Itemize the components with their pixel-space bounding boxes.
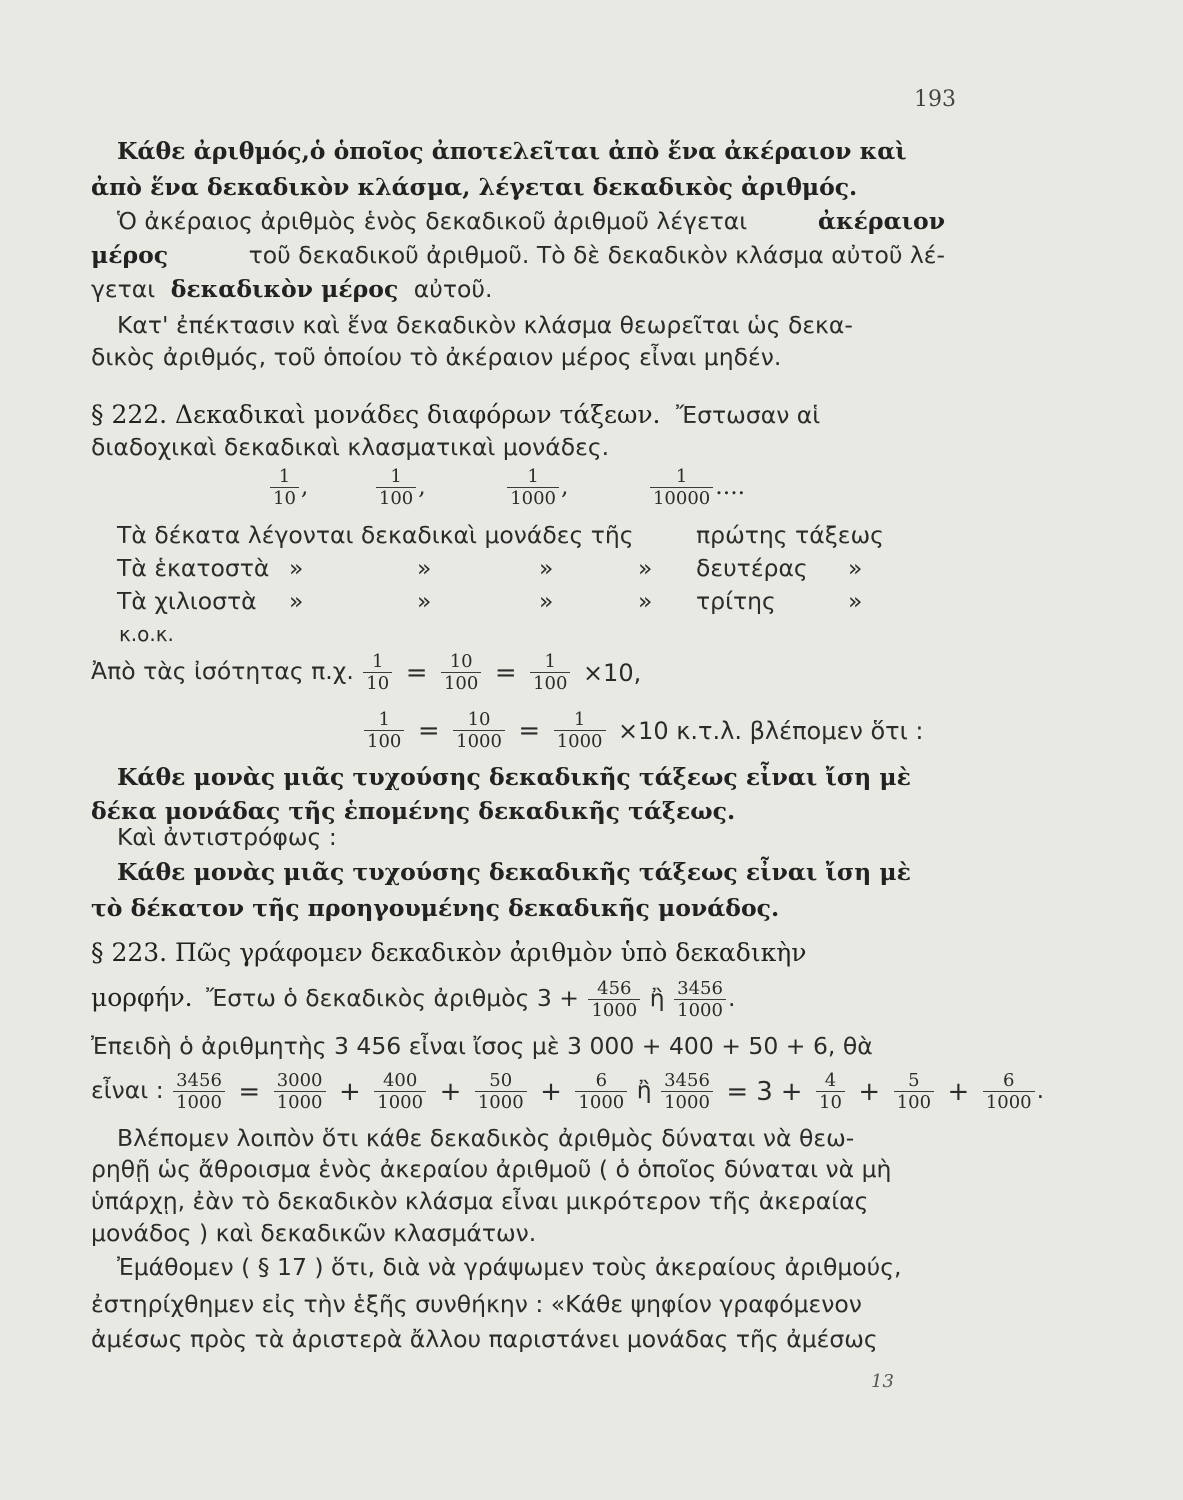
unit-fraction: $\frac{1}{10000}$ [650, 466, 713, 509]
body-line-5 [91, 274, 492, 304]
para1-line-3: ὑπάρχῃ, ἐὰν τὸ δεκαδικὸν κλάσμα εἶναι μικρότερον τῆς ἀκεραίας [91, 1187, 869, 1215]
fraction: $\frac{6}{1000}$ [983, 1070, 1035, 1113]
fraction: $\frac{3456}{1000}$ [661, 1070, 713, 1113]
fraction: $\frac{3456}{1000}$ [173, 1070, 225, 1113]
order-name: τρίτης [696, 587, 776, 615]
body-line-7: δικὸς ἀριθμός, τοῦ ὁποίου τὸ ἀκέραιον μέρος εἶναι μηδέν. [91, 343, 782, 371]
comma: , [300, 472, 309, 500]
para2-line-1: Ἐμάθομεν ( § 17 ) ὅτι, διὰ νὰ γράψωμεν τοὺς ἀκεραίους ἀριθμούς, [117, 1253, 902, 1281]
text: γεται [91, 275, 156, 303]
para1-line-2: ρηθῇ ὡς ἄθροισμα ἑνὸς ἀκεραίου ἀριθμοῦ ( ὁ ὁποῖος δύναται νὰ μὴ [91, 1155, 892, 1183]
section-223-heading: § 223. Πῶς γράφομεν δεκαδικὸν ἀριθμὸν ὑπὸ δεκαδικὴν [91, 938, 807, 967]
para1-line-1: Βλέπομεν λοιπὸν ὅτι κάθε δεκαδικὸς ἀριθμὸς δύναται νὰ θεω- [117, 1124, 855, 1152]
rule-1-line-2: δέκα μονάδας τῆς ἑπομένης δεκαδικῆς τάξεως. [91, 797, 736, 825]
ditto: » [289, 554, 304, 582]
fraction: $\frac{10}{1000}$ [453, 709, 505, 752]
bold-term: ἀκέραιον [817, 207, 945, 235]
ditto: » [638, 587, 653, 615]
fraction: $\frac{1}{100}$ [530, 651, 570, 694]
integer-part: 3 [756, 1076, 773, 1107]
bold-term: δεκαδικὸν μέρος [170, 275, 399, 303]
since-line: Ἐπειδὴ ὁ ἀριθμητὴς 3 456 εἶναι ἴσος μὲ 3 000 + 400 + 50 + 6, θὰ [91, 1032, 873, 1060]
fraction: $\frac{10}{100}$ [441, 651, 481, 694]
body-line-4 [91, 240, 945, 270]
section-223-example [91, 970, 735, 1026]
ditto: » [417, 587, 432, 615]
decomposition-equation: εἶναι : $\frac{3456}{1000}$ = $\frac{3000}{1000}$ + $\frac{400}{1000}$ + $\frac{50}{1000}$ + $\frac{6}{1000}$ ἢ $\frac{3456}{1000}$ = 3 + $\frac{4}{10}$ + $\frac{5}{100}$ + $\frac{6}{1000}$ . [91, 1070, 1045, 1113]
fraction: $\frac{400}{1000}$ [374, 1070, 426, 1113]
einai: εἶναι : [91, 1076, 164, 1104]
or: ἢ [649, 984, 665, 1012]
para1-line-4: μονάδος ) καὶ δεκαδικῶν κλασμάτων. [91, 1219, 537, 1247]
unit-fraction: $\frac{1}{10}$ [270, 466, 299, 509]
row-label: Τὰ δέκατα λέγονται δεκαδικαὶ μονάδες τῆς [117, 521, 634, 549]
ellipsis: .... [715, 472, 746, 500]
ditto: » [539, 554, 554, 582]
body-line-3 [117, 206, 945, 236]
orders-row-1 [117, 520, 634, 550]
para2-line-3: ἀμέσως πρὸς τὰ ἀριστερὰ ἄλλου παριστάνει μονάδας τῆς ἀμέσως [91, 1325, 878, 1353]
or: ἢ [636, 1076, 652, 1104]
ditto: » [848, 587, 863, 615]
bold-term: μέρος [91, 241, 169, 269]
multiplier: ×10, [582, 658, 642, 687]
para2-line-2: ἐστηρίχθημεν εἰς τὴν ἑξῆς συνθήκην : «Κάθε ψηφίον γραφόμενον [91, 1290, 862, 1318]
fraction: $\frac{1}{10}$ [363, 651, 392, 694]
period: . [727, 984, 736, 1012]
period: . [1036, 1076, 1045, 1104]
fraction: $\frac{4}{10}$ [816, 1070, 845, 1113]
text: αὐτοῦ. [413, 275, 493, 303]
fraction: $\frac{1}{1000}$ [554, 709, 606, 752]
comma: , [418, 472, 426, 500]
row-label: Τὰ ἑκατοστὰ [117, 554, 270, 582]
comma: , [561, 472, 569, 500]
ditto: » [289, 587, 304, 615]
fraction: $\frac{456}{1000}$ [588, 978, 640, 1021]
rule-2-line-2: τὸ δέκατον τῆς προηγουμένης δεκαδικῆς μονάδος. [91, 894, 780, 922]
orders-row-1-order: πρώτης τάξεως [696, 521, 884, 549]
decimal-units-row [268, 462, 745, 510]
unit-fraction: $\frac{1}{1000}$ [507, 466, 559, 509]
fraction: $\frac{5}{100}$ [894, 1070, 934, 1113]
row-label: Τὰ χιλιοστὰ [117, 587, 257, 615]
rule-2-line-1: Κάθε μονὰς μιᾶς τυχούσης δεκαδικῆς τάξεως εἶναι ἴση μὲ [117, 858, 911, 886]
definition-line-1: Κάθε ἀριθμός,ὁ ὁποῖος ἀποτελεῖται ἀπὸ ἕνα ἀκέραιον καὶ [117, 137, 907, 165]
signature-mark: 13 [871, 1371, 894, 1392]
page-number: 193 [914, 87, 956, 112]
section-222-line-2: διαδοχικαὶ δεκαδικαὶ κλασματικαὶ μονάδες. [91, 433, 610, 461]
section-222-heading [91, 400, 820, 430]
heading-end: μορφήν. [91, 983, 193, 1012]
text: τοῦ δεκαδικοῦ ἀριθμοῦ. Τὸ δὲ δεκαδικὸν κλάσμα αὐτοῦ λέ- [248, 241, 945, 269]
fraction: $\frac{1}{100}$ [364, 709, 404, 752]
multiplier: ×10 κ.τ.λ. βλέπομεν ὅτι : [618, 716, 924, 745]
eq-intro: Ἀπὸ τὰς ἰσότητας π.χ. [91, 657, 354, 685]
ditto: » [638, 554, 653, 582]
equation-2: $\frac{1}{100}$ = $\frac{10}{1000}$ = $\frac{1}{1000}$ ×10 κ.τ.λ. βλέπομεν ὅτι : [362, 703, 926, 757]
text: Ὁ ἀκέραιος ἀριθμὸς ἑνὸς δεκαδικοῦ ἀριθμοῦ λέγεται [117, 207, 748, 235]
unit-fraction: $\frac{1}{100}$ [376, 466, 416, 509]
ditto: » [417, 554, 432, 582]
fraction: $\frac{3456}{1000}$ [674, 978, 726, 1021]
text: Ἔστω ὁ δεκαδικὸς ἀριθμὸς 3 + [206, 984, 579, 1012]
fraction: $\frac{50}{1000}$ [475, 1070, 527, 1113]
rule-1-line-1: Κάθε μονὰς μιᾶς τυχούσης δεκαδικῆς τάξεως εἶναι ἴση μὲ [117, 763, 911, 791]
conversely: Καὶ ἀντιστρόφως : [117, 823, 337, 851]
kok: κ.ο.κ. [119, 622, 174, 646]
section-title: § 222. Δεκαδικαὶ μονάδες διαφόρων τάξεων. [91, 400, 661, 429]
ditto: » [848, 554, 863, 582]
fraction: $\frac{3000}{1000}$ [274, 1070, 326, 1113]
order-name: δευτέρας [696, 554, 808, 582]
body-line-6: Κατ' ἐπέκτασιν καὶ ἕνα δεκαδικὸν κλάσμα θεωρεῖται ὡς δεκα- [117, 311, 853, 339]
definition-line-2: ἀπὸ ἕνα δεκαδικὸν κλάσμα, λέγεται δεκαδικὸς ἀριθμός. [91, 173, 858, 201]
ditto: » [539, 587, 554, 615]
equation-1: Ἀπὸ τὰς ἰσότητας π.χ. $\frac{1}{10}$ = $\frac{10}{100}$ = $\frac{1}{100}$ ×10, [91, 651, 642, 694]
text: Ἔστωσαν αἱ [675, 401, 821, 429]
fraction: $\frac{6}{1000}$ [575, 1070, 627, 1113]
